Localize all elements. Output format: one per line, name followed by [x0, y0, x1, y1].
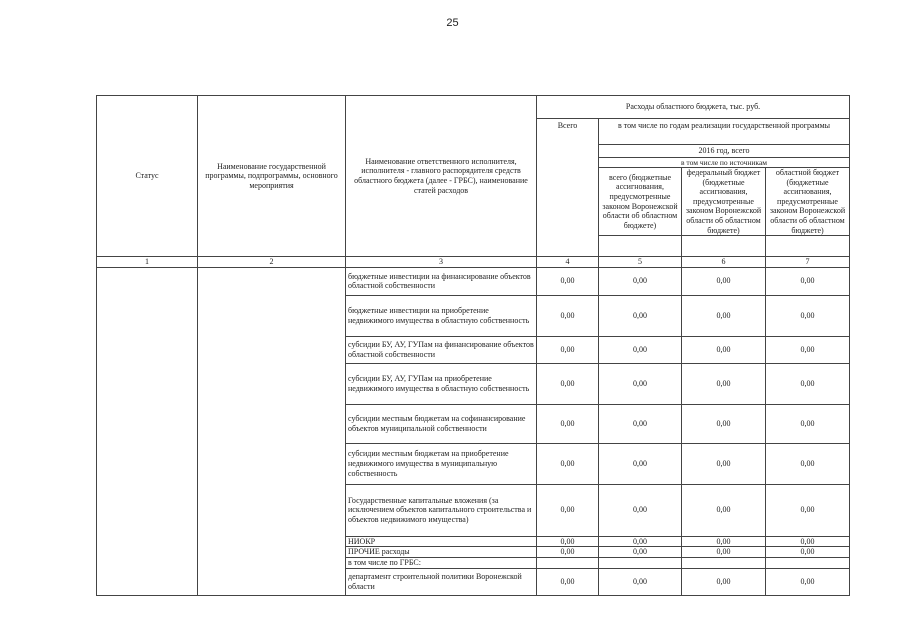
row-value: 0,00: [537, 568, 599, 595]
row-name: субсидии БУ, АУ, ГУПам на финансирование объектов областной собственности: [346, 336, 537, 363]
row-value: 0,00: [766, 336, 850, 363]
row-name: субсидии местным бюджетам на приобретение недвижимого имущества в муниципальную собственность: [346, 443, 537, 484]
row-value: 0,00: [599, 267, 682, 295]
row-value: 0,00: [682, 295, 766, 336]
row-value: 0,00: [682, 404, 766, 443]
row-value: [537, 557, 599, 568]
row-value: 0,00: [682, 547, 766, 558]
row-value: [766, 557, 850, 568]
row-value: 0,00: [766, 295, 850, 336]
column-number: 3: [346, 257, 537, 268]
program-cell: [198, 267, 346, 595]
row-value: 0,00: [766, 536, 850, 547]
row-value: 0,00: [682, 536, 766, 547]
row-value: 0,00: [766, 443, 850, 484]
column-number: 7: [766, 257, 850, 268]
table-row: [97, 267, 850, 295]
row-name: субсидии местным бюджетам на софинансирование объектов муниципальной собственности: [346, 404, 537, 443]
row-name: ПРОЧИЕ расходы: [346, 547, 537, 558]
row-name: департамент строительной политики Воронежской области: [346, 568, 537, 595]
column-number: 6: [682, 257, 766, 268]
row-value: 0,00: [599, 568, 682, 595]
status-cell: [97, 267, 198, 595]
row-value: 0,00: [537, 547, 599, 558]
row-value: 0,00: [682, 267, 766, 295]
header-spacer: [766, 236, 850, 257]
row-value: 0,00: [537, 443, 599, 484]
row-value: 0,00: [599, 295, 682, 336]
row-value: 0,00: [537, 484, 599, 536]
header-status: Статус: [97, 96, 198, 257]
header-program-name: Наименование государственной программы, подпрограммы, основного мероприятия: [198, 96, 346, 257]
row-value: [599, 557, 682, 568]
column-number: 2: [198, 257, 346, 268]
row-value: 0,00: [537, 536, 599, 547]
row-value: 0,00: [537, 336, 599, 363]
row-value: 0,00: [599, 336, 682, 363]
header-executor-name: Наименование ответственного исполнителя, исполнителя - главного распорядителя средств областного бюджета (далее - ГРБС), наименование статей расходов: [346, 96, 537, 257]
row-value: 0,00: [537, 295, 599, 336]
row-value: 0,00: [682, 363, 766, 404]
row-value: 0,00: [599, 363, 682, 404]
column-number: 1: [97, 257, 198, 268]
row-name: бюджетные инвестиции на приобретение недвижимого имущества в областную собственность: [346, 295, 537, 336]
row-value: 0,00: [766, 547, 850, 558]
header-source-total: всего (бюджетные ассигнования, предусмотренные законом Воронежской области об областном бюджете): [599, 168, 682, 236]
header-by-years: в том числе по годам реализации государственной программы: [599, 119, 850, 145]
header-year: 2016 год, всего: [599, 145, 850, 158]
row-value: [682, 557, 766, 568]
row-name: в том числе по ГРБС:: [346, 557, 537, 568]
header-source-regional: областной бюджет (бюджетные ассигнования, предусмотренные законом Воронежской области об областном бюджете): [766, 168, 850, 236]
row-value: 0,00: [682, 336, 766, 363]
row-value: 0,00: [537, 404, 599, 443]
row-name: бюджетные инвестиции на финансирование объектов областной собственности: [346, 267, 537, 295]
row-value: 0,00: [599, 536, 682, 547]
header-source-federal: федеральный бюджет (бюджетные ассигнования, предусмотренные законом Воронежской области об областном бюджете): [682, 168, 766, 236]
row-value: 0,00: [682, 568, 766, 595]
row-name: Государственные капитальные вложения (за исключением объектов капитального строительства и объектов недвижимого имущества): [346, 484, 537, 536]
row-value: 0,00: [766, 484, 850, 536]
column-number: 4: [537, 257, 599, 268]
header-spacer: [682, 236, 766, 257]
column-number: 5: [599, 257, 682, 268]
header-total: Всего: [537, 119, 599, 257]
row-value: 0,00: [766, 267, 850, 295]
row-value: 0,00: [599, 547, 682, 558]
row-value: 0,00: [766, 404, 850, 443]
row-value: 0,00: [682, 443, 766, 484]
page-number: 25: [446, 17, 459, 29]
row-name: НИОКР: [346, 536, 537, 547]
row-value: 0,00: [599, 443, 682, 484]
row-value: 0,00: [766, 568, 850, 595]
row-value: 0,00: [766, 363, 850, 404]
row-value: 0,00: [537, 267, 599, 295]
budget-table: [96, 95, 850, 596]
row-name: субсидии БУ, АУ, ГУПам на приобретение недвижимого имущества в областную собственность: [346, 363, 537, 404]
row-value: 0,00: [599, 484, 682, 536]
header-budget-title: Расходы областного бюджета, тыс. руб.: [537, 96, 850, 119]
row-value: 0,00: [599, 404, 682, 443]
header-by-sources: в том числе по источникам: [599, 158, 850, 168]
row-value: 0,00: [682, 484, 766, 536]
header-spacer: [599, 236, 682, 257]
row-value: 0,00: [537, 363, 599, 404]
